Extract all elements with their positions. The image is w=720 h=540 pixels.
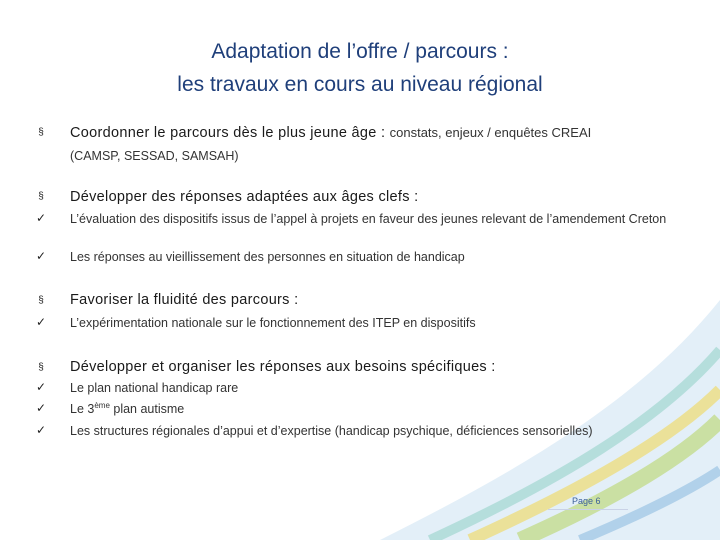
- square-bullet-icon: §: [38, 191, 44, 202]
- title-line-2: les travaux en cours au niveau régional: [177, 73, 543, 96]
- check-icon: ✓: [35, 423, 47, 437]
- list-item: [70, 401, 680, 418]
- check-icon: ✓: [35, 249, 47, 263]
- check-icon: ✓: [35, 380, 47, 394]
- heading-continuation: (CAMSP, SESSAD, SAMSAH): [70, 149, 239, 163]
- list-item: Les structures régionales d’appui et d’expertise (handicap psychique, déficiences sensorielles): [70, 424, 593, 438]
- square-bullet-icon: §: [38, 127, 44, 138]
- list-item: L’expérimentation nationale sur le fonctionnement des ITEP en dispositifs: [70, 316, 476, 330]
- check-icon: ✓: [35, 211, 47, 225]
- section-heading: Développer des réponses adaptées aux âges clefs :: [70, 189, 419, 205]
- check-icon: ✓: [35, 315, 47, 329]
- list-item: L’évaluation des dispositifs issus de l’appel à projets en faveur des jeunes relevant de l’amendement Creton: [70, 212, 667, 226]
- list-item: Les réponses au vieillissement des personnes en situation de handicap: [70, 250, 465, 264]
- page-number-underline: [548, 509, 628, 510]
- item-text-superscript: ème: [94, 400, 110, 410]
- square-bullet-icon: §: [38, 295, 44, 306]
- square-bullet-icon: §: [38, 362, 44, 373]
- title-line-1: Adaptation de l’offre / parcours :: [211, 40, 509, 63]
- heading-text: Coordonner le parcours dès le plus jeune âge :: [70, 125, 386, 141]
- section-heading: Favoriser la fluidité des parcours :: [70, 292, 299, 308]
- section-heading: [70, 125, 680, 141]
- page-number: Page 6: [572, 496, 601, 506]
- list-item: Le plan national handicap rare: [70, 381, 239, 395]
- heading-detail: constats, enjeux / enquêtes CREAI: [389, 125, 592, 140]
- check-icon: ✓: [35, 401, 47, 415]
- item-text-pre: Le 3: [70, 402, 95, 416]
- section-heading: Développer et organiser les réponses aux besoins spécifiques :: [70, 359, 496, 375]
- item-text-post: plan autisme: [109, 402, 185, 416]
